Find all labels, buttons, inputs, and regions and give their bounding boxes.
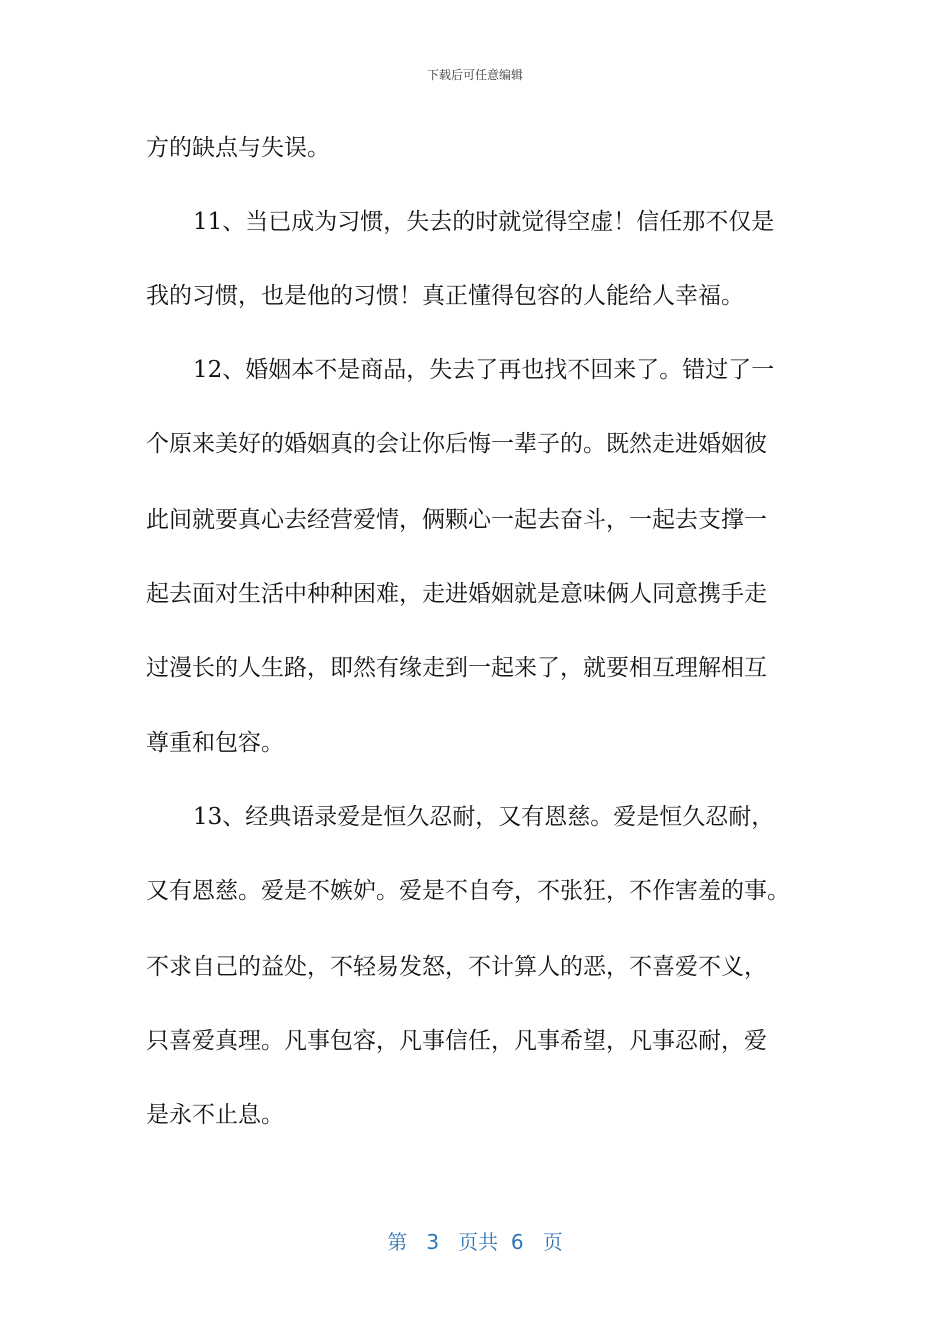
text-line: 12、婚姻本不是商品，失去了再也找不回来了。错过了一 <box>193 357 775 383</box>
text-line: 尊重和包容。 <box>146 730 284 756</box>
text-line: 不求自己的益处，不轻易发怒，不计算人的恶，不喜爱不义， <box>146 954 767 980</box>
text-line: 我的习惯，也是他的习惯！真正懂得包容的人能给人幸福。 <box>146 283 744 309</box>
current-page-number: 3 <box>426 1230 440 1254</box>
text-line: 起去面对生活中种种困难，走进婚姻就是意味俩人同意携手走 <box>146 581 767 607</box>
text-line: 方的缺点与失误。 <box>146 135 330 161</box>
page-header-note: 下载后可任意编辑 <box>426 68 523 82</box>
page-prefix: 第 <box>387 1230 408 1254</box>
text-line: 是永不止息。 <box>146 1102 284 1128</box>
text-line: 过漫长的人生路，即然有缘走到一起来了，就要相互理解相互 <box>146 655 767 681</box>
text-line: 个原来美好的婚姻真的会让你后悔一辈子的。既然走进婚姻彼 <box>146 431 767 457</box>
page-mid: 页共 <box>458 1230 499 1254</box>
page-suffix: 页 <box>542 1230 563 1254</box>
text-line: 此间就要真心去经营爱情，俩颗心一起去奋斗，一起去支撑一 <box>146 507 767 533</box>
total-pages-number: 6 <box>510 1230 524 1254</box>
text-line: 又有恩慈。爱是不嫉妒。爱是不自夸，不张狂，不作害羞的事。 <box>146 878 790 904</box>
text-line: 13、经典语录爱是恒久忍耐，又有恩慈。爱是恒久忍耐， <box>193 804 775 830</box>
text-line: 只喜爱真理。凡事包容，凡事信任，凡事希望，凡事忍耐，爱 <box>146 1028 767 1054</box>
text-line: 11、当已成为习惯，失去的时就觉得空虚！信任那不仅是 <box>193 209 775 235</box>
page-footer <box>0 1226 950 1255</box>
